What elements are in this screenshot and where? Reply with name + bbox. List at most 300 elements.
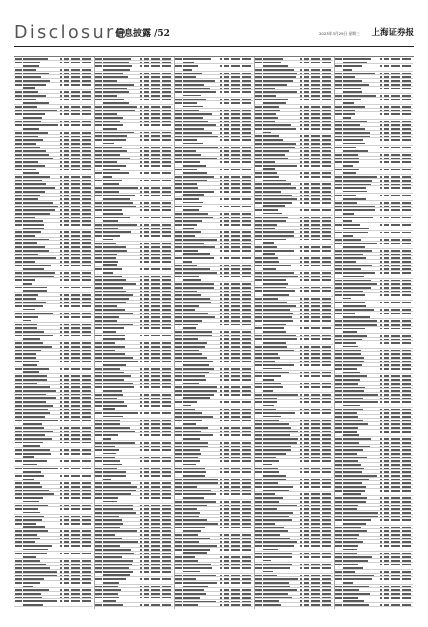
text-mark xyxy=(311,519,320,521)
text-mark xyxy=(231,331,240,333)
text-mark xyxy=(162,401,171,403)
text-mark xyxy=(162,420,171,422)
text-mark xyxy=(242,235,251,237)
text-mark xyxy=(23,445,40,447)
text-mark xyxy=(242,416,251,418)
text-mark xyxy=(402,84,411,86)
text-mark xyxy=(144,206,149,208)
text-mark xyxy=(380,575,382,577)
text-mark xyxy=(103,383,134,385)
text-mark xyxy=(263,202,293,204)
text-mark xyxy=(402,449,411,451)
text-mark xyxy=(23,379,48,381)
text-mark xyxy=(140,224,142,226)
text-mark xyxy=(263,545,294,547)
table-column xyxy=(94,57,173,609)
text-mark xyxy=(231,394,240,396)
text-mark xyxy=(144,283,149,285)
text-mark xyxy=(220,372,222,374)
text-mark xyxy=(402,383,411,385)
text-mark xyxy=(140,482,142,484)
text-mark xyxy=(380,457,382,459)
table-row xyxy=(94,404,173,411)
text-mark xyxy=(103,73,123,75)
text-mark xyxy=(151,76,160,78)
text-mark xyxy=(82,516,91,518)
text-mark xyxy=(23,505,49,507)
text-mark xyxy=(183,468,206,470)
text-mark xyxy=(82,538,91,540)
text-mark xyxy=(343,412,357,414)
text-mark xyxy=(263,143,297,145)
text-mark xyxy=(343,220,352,222)
text-mark xyxy=(384,169,389,171)
text-mark xyxy=(15,490,22,492)
text-mark xyxy=(263,350,295,352)
text-mark xyxy=(140,88,142,90)
text-mark xyxy=(263,305,296,307)
table-row xyxy=(94,360,173,367)
text-mark xyxy=(183,519,207,521)
text-mark xyxy=(140,99,142,101)
text-mark xyxy=(391,586,400,588)
text-mark xyxy=(15,505,22,507)
text-mark xyxy=(144,342,149,344)
text-mark xyxy=(322,401,331,403)
text-mark xyxy=(23,73,49,75)
text-mark xyxy=(71,490,80,492)
text-mark xyxy=(220,468,222,470)
text-mark xyxy=(64,405,69,407)
text-mark xyxy=(60,505,62,507)
text-mark xyxy=(220,593,222,595)
text-mark xyxy=(103,183,120,185)
text-mark xyxy=(144,224,149,226)
text-mark xyxy=(380,313,382,315)
text-mark xyxy=(103,69,130,71)
text-mark xyxy=(95,132,102,134)
text-mark xyxy=(255,231,262,233)
text-mark xyxy=(391,512,400,514)
text-mark xyxy=(103,394,123,396)
text-mark xyxy=(15,589,22,591)
text-mark xyxy=(304,357,309,359)
text-mark xyxy=(335,412,342,414)
text-mark xyxy=(255,246,262,248)
text-mark xyxy=(343,331,357,333)
text-mark xyxy=(103,375,132,377)
text-mark xyxy=(82,383,91,385)
text-mark xyxy=(255,434,262,436)
text-mark xyxy=(263,58,283,60)
text-mark xyxy=(183,198,200,200)
text-mark xyxy=(311,442,320,444)
text-mark xyxy=(300,541,302,543)
text-mark xyxy=(263,176,279,178)
text-mark xyxy=(335,257,342,259)
text-mark xyxy=(380,446,382,448)
text-mark xyxy=(144,257,149,259)
text-mark xyxy=(263,172,278,174)
table-row xyxy=(14,278,93,285)
text-mark xyxy=(231,409,240,411)
text-mark xyxy=(183,147,219,149)
text-mark xyxy=(384,446,389,448)
text-mark xyxy=(343,468,364,470)
text-mark xyxy=(162,165,171,167)
text-mark xyxy=(384,243,389,245)
text-mark xyxy=(231,412,240,414)
text-mark xyxy=(144,578,149,580)
text-mark xyxy=(140,442,142,444)
text-mark xyxy=(60,110,62,112)
text-mark xyxy=(175,353,182,355)
text-mark xyxy=(60,95,62,97)
text-mark xyxy=(343,124,360,126)
text-mark xyxy=(380,383,382,385)
text-mark xyxy=(380,206,382,208)
text-mark xyxy=(255,401,262,403)
text-mark xyxy=(384,375,389,377)
text-mark xyxy=(71,523,80,525)
text-mark xyxy=(60,449,62,451)
text-mark xyxy=(71,493,80,495)
text-mark xyxy=(183,379,207,381)
text-mark xyxy=(335,187,342,189)
text-mark xyxy=(402,482,411,484)
text-mark xyxy=(224,183,229,185)
text-mark xyxy=(162,412,171,414)
text-mark xyxy=(304,589,309,591)
text-mark xyxy=(224,505,229,507)
text-mark xyxy=(183,209,200,211)
text-mark xyxy=(384,427,389,429)
text-mark xyxy=(71,409,80,411)
text-mark xyxy=(304,446,309,448)
text-mark xyxy=(15,169,22,171)
text-mark xyxy=(162,283,171,285)
text-mark xyxy=(140,423,142,425)
text-mark xyxy=(71,294,80,296)
text-mark xyxy=(304,91,309,93)
text-mark xyxy=(391,357,400,359)
text-mark xyxy=(103,213,123,215)
text-mark xyxy=(343,401,379,403)
text-mark xyxy=(263,375,282,377)
text-mark xyxy=(71,401,80,403)
table-row xyxy=(174,603,253,607)
text-mark xyxy=(343,442,360,444)
text-mark xyxy=(60,493,62,495)
text-mark xyxy=(15,250,22,252)
text-mark xyxy=(95,161,102,163)
text-mark xyxy=(335,294,342,296)
text-mark xyxy=(64,246,69,248)
text-mark xyxy=(263,346,288,348)
text-mark xyxy=(144,191,149,193)
text-mark xyxy=(384,412,389,414)
text-mark xyxy=(255,575,262,577)
text-mark xyxy=(380,320,382,322)
text-mark xyxy=(71,582,80,584)
text-mark xyxy=(300,257,302,259)
text-mark xyxy=(322,187,331,189)
text-mark xyxy=(144,91,149,93)
text-mark xyxy=(402,136,411,138)
text-mark xyxy=(263,534,281,536)
text-mark xyxy=(231,427,240,429)
text-mark xyxy=(82,176,91,178)
table-column xyxy=(14,57,93,609)
text-mark xyxy=(71,460,80,462)
text-mark xyxy=(322,438,331,440)
text-mark xyxy=(183,235,195,237)
text-mark xyxy=(255,217,262,219)
text-mark xyxy=(140,91,142,93)
text-mark xyxy=(64,147,69,149)
text-mark xyxy=(23,456,34,458)
text-mark xyxy=(60,600,62,602)
text-mark xyxy=(300,110,302,112)
text-mark xyxy=(311,235,320,237)
text-mark xyxy=(23,353,37,355)
text-mark xyxy=(71,468,80,470)
text-mark xyxy=(103,202,133,204)
text-mark xyxy=(402,490,411,492)
text-mark xyxy=(175,213,182,215)
text-mark xyxy=(335,375,342,377)
text-mark xyxy=(60,416,62,418)
text-mark xyxy=(263,523,275,525)
text-mark xyxy=(311,313,320,315)
text-mark xyxy=(304,586,309,588)
text-mark xyxy=(300,398,302,400)
text-mark xyxy=(263,290,296,292)
text-mark xyxy=(402,342,411,344)
text-mark xyxy=(140,412,142,414)
text-mark xyxy=(402,272,411,274)
text-mark xyxy=(384,431,389,433)
text-mark xyxy=(220,136,222,138)
text-mark xyxy=(343,320,377,322)
text-mark xyxy=(71,161,80,163)
text-mark xyxy=(384,328,389,330)
text-mark xyxy=(71,62,80,64)
text-mark xyxy=(220,206,222,208)
text-mark xyxy=(304,302,309,304)
text-mark xyxy=(64,242,69,244)
text-mark xyxy=(242,446,251,448)
text-mark xyxy=(343,534,360,536)
text-mark xyxy=(82,386,91,388)
text-mark xyxy=(23,294,38,296)
text-mark xyxy=(380,453,382,455)
text-mark xyxy=(402,468,411,470)
text-mark xyxy=(322,62,331,64)
text-mark xyxy=(103,408,116,410)
text-mark xyxy=(391,291,400,293)
text-mark xyxy=(304,279,309,281)
text-mark xyxy=(384,593,389,595)
text-mark xyxy=(322,106,331,108)
text-mark xyxy=(224,283,229,285)
text-mark xyxy=(391,106,400,108)
text-mark xyxy=(64,482,69,484)
text-mark xyxy=(60,397,62,399)
text-mark xyxy=(140,508,142,510)
text-mark xyxy=(322,427,331,429)
text-mark xyxy=(183,231,202,233)
text-mark xyxy=(183,265,198,267)
text-mark xyxy=(220,84,222,86)
text-mark xyxy=(15,324,22,326)
text-mark xyxy=(242,501,251,503)
text-mark xyxy=(300,604,302,606)
text-mark xyxy=(384,398,389,400)
text-mark xyxy=(263,486,294,488)
text-mark xyxy=(304,394,309,396)
text-mark xyxy=(224,490,229,492)
text-mark xyxy=(151,434,160,436)
text-mark xyxy=(183,246,216,248)
text-mark xyxy=(64,250,69,252)
text-mark xyxy=(300,316,302,318)
text-mark xyxy=(162,530,171,532)
text-mark xyxy=(175,243,182,245)
text-mark xyxy=(311,357,320,359)
text-mark xyxy=(220,132,222,134)
text-mark xyxy=(15,327,22,329)
text-mark xyxy=(391,350,400,352)
text-mark xyxy=(322,320,331,322)
text-mark xyxy=(335,320,342,322)
text-mark xyxy=(183,527,205,529)
text-mark xyxy=(300,508,302,510)
text-mark xyxy=(15,313,22,315)
text-mark xyxy=(311,409,320,411)
text-mark xyxy=(311,582,320,584)
text-mark xyxy=(242,320,251,322)
text-mark xyxy=(64,217,69,219)
text-mark xyxy=(343,195,357,197)
text-mark xyxy=(311,534,320,536)
text-mark xyxy=(402,457,411,459)
text-mark xyxy=(82,582,91,584)
text-mark xyxy=(384,110,389,112)
text-mark xyxy=(23,541,36,543)
text-mark xyxy=(402,65,411,67)
text-mark xyxy=(15,412,22,414)
text-mark xyxy=(322,235,331,237)
text-mark xyxy=(175,132,182,134)
text-mark xyxy=(224,246,229,248)
text-mark xyxy=(82,564,91,566)
text-mark xyxy=(335,597,342,599)
text-mark xyxy=(71,538,80,540)
text-mark xyxy=(322,327,331,329)
text-mark xyxy=(64,567,69,569)
text-mark xyxy=(151,383,160,385)
text-mark xyxy=(151,172,160,174)
text-mark xyxy=(343,132,370,134)
text-mark xyxy=(71,136,80,138)
text-mark xyxy=(311,538,320,540)
text-mark xyxy=(300,597,302,599)
text-mark xyxy=(343,280,371,282)
text-mark xyxy=(64,409,69,411)
text-mark xyxy=(183,431,202,433)
text-mark xyxy=(384,589,389,591)
text-mark xyxy=(402,154,411,156)
text-mark xyxy=(335,357,342,359)
text-mark xyxy=(60,169,62,171)
text-mark xyxy=(263,589,297,591)
text-mark xyxy=(144,195,149,197)
text-mark xyxy=(402,486,411,488)
text-mark xyxy=(151,353,160,355)
text-mark xyxy=(380,342,382,344)
text-mark xyxy=(23,604,43,606)
text-mark xyxy=(384,76,389,78)
text-mark xyxy=(140,530,142,532)
text-mark xyxy=(304,593,309,595)
text-mark xyxy=(304,527,309,529)
text-mark xyxy=(384,268,389,270)
text-mark xyxy=(242,394,251,396)
text-mark xyxy=(60,346,62,348)
text-mark xyxy=(144,88,149,90)
text-mark xyxy=(71,597,80,599)
text-mark xyxy=(60,191,62,193)
text-mark xyxy=(402,375,411,377)
text-mark xyxy=(402,243,411,245)
text-mark xyxy=(82,324,91,326)
text-mark xyxy=(224,276,229,278)
text-mark xyxy=(391,73,400,75)
text-mark xyxy=(60,276,62,278)
text-mark xyxy=(151,91,160,93)
text-mark xyxy=(140,316,142,318)
text-mark xyxy=(71,541,80,543)
text-mark xyxy=(175,191,182,193)
text-mark xyxy=(23,412,50,414)
text-mark xyxy=(162,276,171,278)
table-row xyxy=(254,411,333,418)
text-mark xyxy=(402,519,411,521)
text-mark xyxy=(263,505,297,507)
text-mark xyxy=(64,342,69,344)
text-mark xyxy=(402,254,411,256)
text-mark xyxy=(103,305,118,307)
text-mark xyxy=(15,571,22,573)
text-mark xyxy=(64,99,69,101)
text-mark xyxy=(144,412,149,414)
text-mark xyxy=(322,497,331,499)
text-mark xyxy=(71,434,80,436)
text-mark xyxy=(15,224,22,226)
text-mark xyxy=(183,88,210,90)
text-mark xyxy=(224,161,229,163)
text-mark xyxy=(64,327,69,329)
text-mark xyxy=(95,62,102,64)
table-row xyxy=(94,577,173,584)
text-mark xyxy=(242,523,251,525)
text-mark xyxy=(95,386,102,388)
text-mark xyxy=(343,361,365,363)
text-mark xyxy=(183,158,217,160)
text-mark xyxy=(304,246,309,248)
text-mark xyxy=(151,442,160,444)
